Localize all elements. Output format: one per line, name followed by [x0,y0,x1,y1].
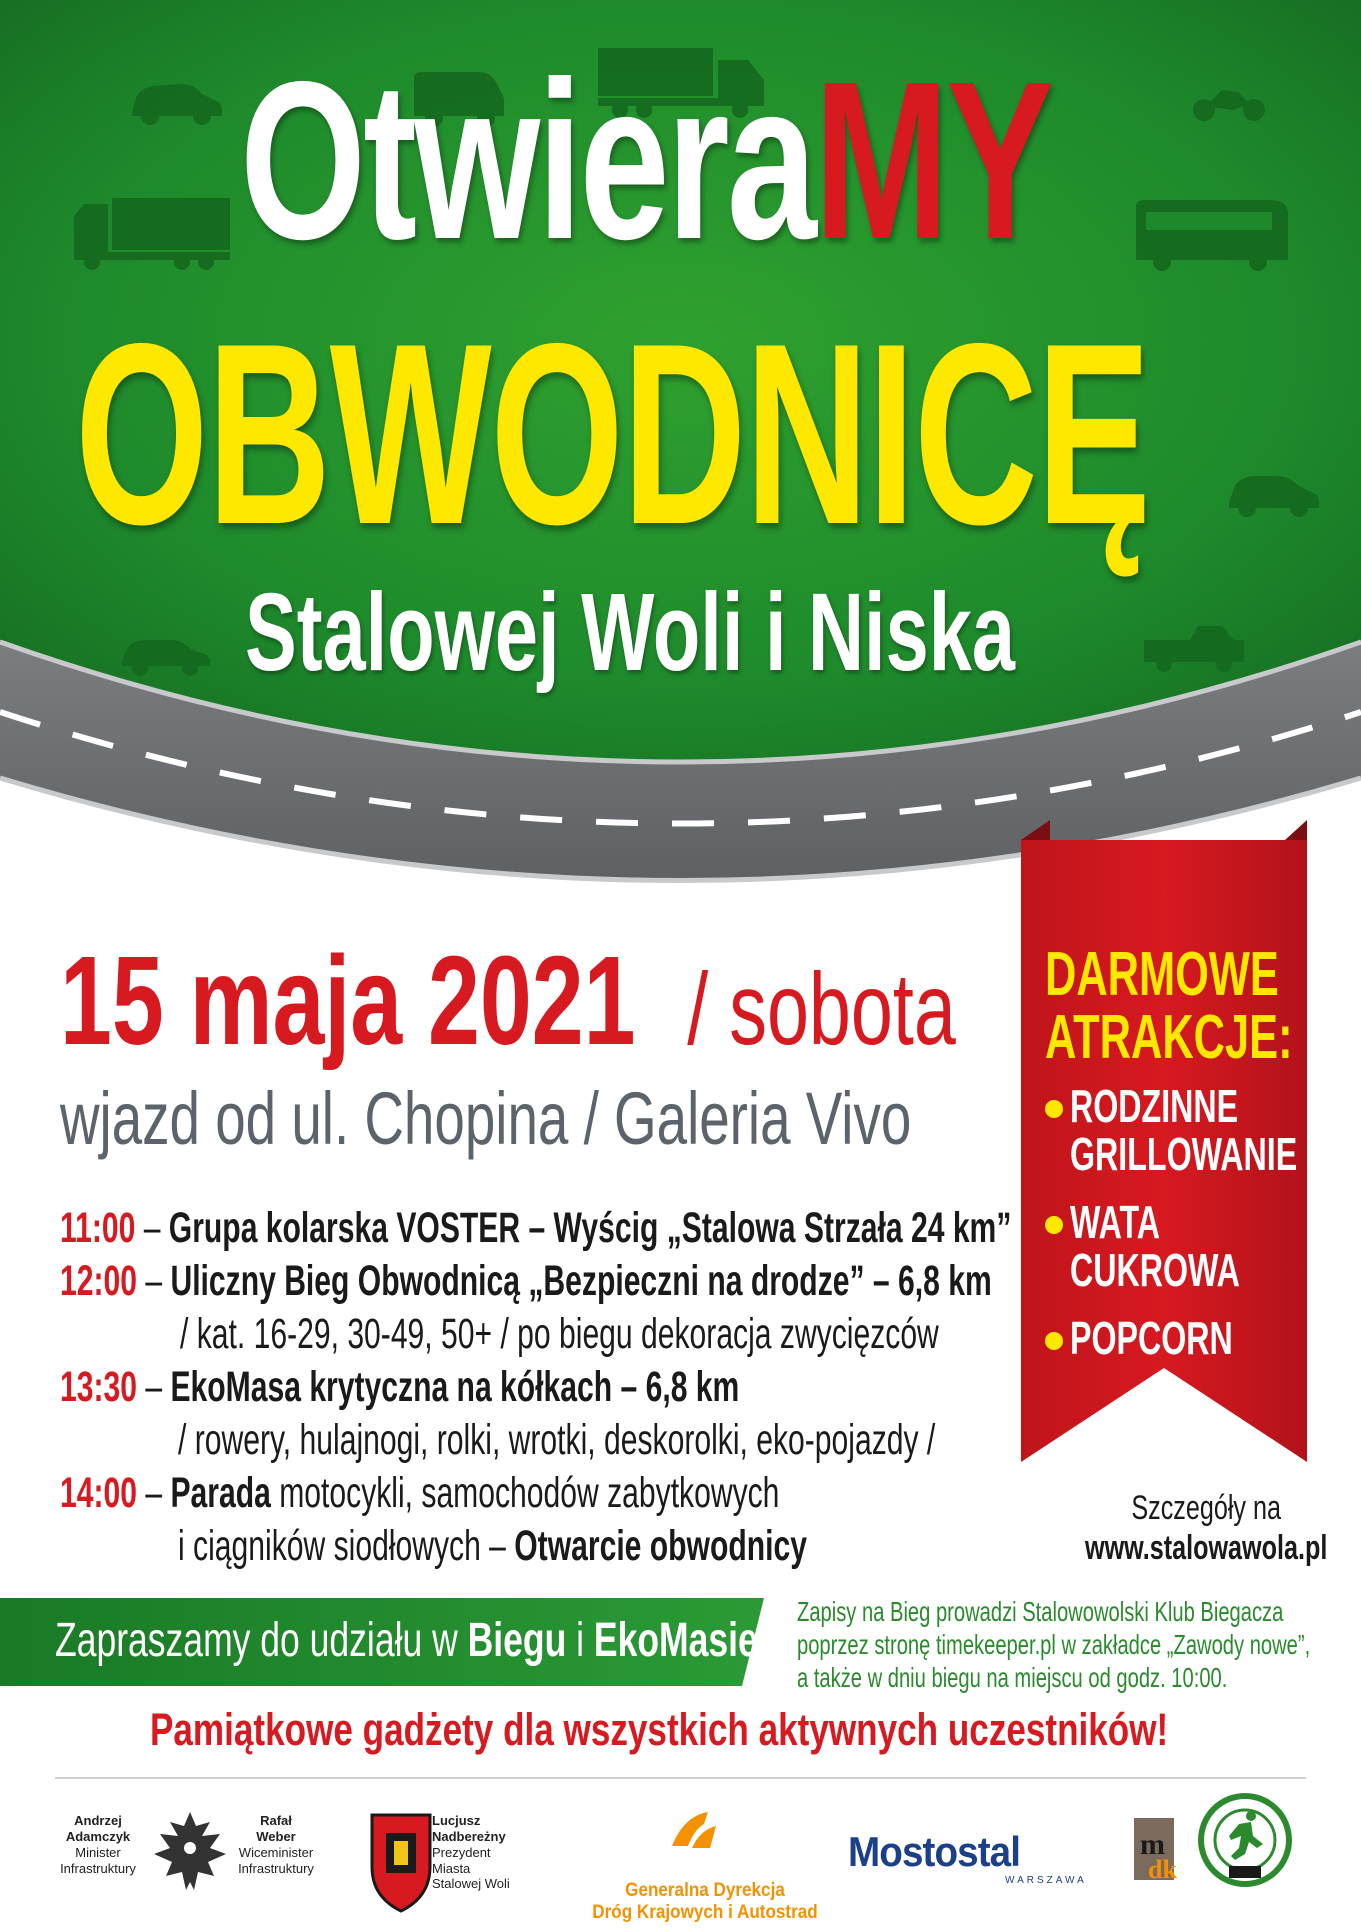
headline-otwiera: Otwiera [240,34,815,286]
schedule-row: 14:00 – Parada motocykli, samochodów zabytkowych [60,1469,780,1517]
gddkia-logo-icon [672,1812,716,1848]
bullet-icon [1045,1216,1063,1234]
schedule-title: Grupa kolarska VOSTER – Wyścig „Stalowa Strzała 24 km” [168,1204,1012,1252]
schedule-note: i ciągników siodłowych – Otwarcie obwodnicy [178,1522,807,1570]
skb-running-club-logo-icon [1201,1796,1289,1884]
signup-info: Zapisy na Bieg prowadzi Stalowowolski Klub Biegacza poprzez stronę timekeeper.pl w zakładce „Zawody nowe”, a także w dniu biegu na miejscu od godz. 10:00. [797,1596,1311,1694]
svg-text:dk: dk [1148,1855,1177,1884]
bullet-icon [1045,1332,1063,1350]
schedule-title: Uliczny Bieg Obwodnicą „Bezpieczni na drodze” – 6,8 km [170,1257,992,1305]
event-date-text: 15 maja 2021 [60,930,636,1071]
schedule-time: 11:00 [60,1204,136,1252]
truck-left-icon [74,198,230,270]
schedule-row: 12:00 – Uliczny Bieg Obwodnicą „Bezpieczni na drodze” – 6,8 km [60,1257,992,1305]
schedule-row: 13:30 – EkoMasa krytyczna na kółkach – 6,8 km [60,1363,740,1411]
gadgets-text: Pamiątkowe gadżety dla wszystkich aktywnych uczestników! [150,1704,1169,1755]
details-label: Szczegóły na [1131,1489,1281,1527]
opening-text: Otwarcie obwodnicy [514,1522,807,1570]
gddkia-logo-text: Generalna Dyrekcja Dróg Krajowych i Autostrad [592,1880,818,1923]
mostostal-logo: Mostostal [848,1828,1021,1875]
event-date [60,930,956,1071]
mdk-logo-icon [1134,1818,1177,1884]
headline-obwodnice: OBWODNICĘ [75,289,1150,578]
patron-adamczyk: Andrzej Adamczyk Minister Infrastruktury [60,1813,136,1876]
details-block [1085,1488,1327,1568]
schedule-note: / rowery, hulajnogi, rolki, wrotki, deskorolki, eko-pojazdy / [178,1416,936,1464]
headline-stalowej-woli-i-niska: Stalowej Woli i Niska [245,571,1015,694]
schedule-title: Parada [170,1469,271,1517]
attraction-item: RODZINNE GRILLOWANIE [1070,1080,1298,1180]
schedule-title: EkoMasa krytyczna na kółkach – 6,8 km [170,1363,740,1411]
stalowa-wola-crest-icon [372,1815,430,1911]
eagle-emblem-icon [154,1812,226,1890]
bullet-icon [1045,1100,1063,1118]
event-venue: wjazd od ul. Chopina / Galeria Vivo [60,1077,912,1160]
schedule-time: 13:30 [60,1363,137,1411]
schedule-note: / kat. 16-29, 30-49, 50+ / po biegu dekoracja zwycięzców [180,1310,939,1358]
event-day-of-week: / sobota [687,952,956,1066]
schedule-time: 12:00 [60,1257,137,1305]
headline-line-1 [240,34,1052,286]
patron-weber: Rafał Weber Wiceminister Infrastruktury [238,1813,314,1876]
invite-text: Zapraszamy do udziału w Biegu i EkoMasie [55,1614,758,1667]
attraction-item: WATA CUKROWA [1070,1196,1240,1296]
svg-text:m: m [1140,1828,1165,1861]
attraction-item: POPCORN [1070,1312,1233,1364]
patron-nadberezny: Lucjusz Nadbereżny Prezydent Miasta Stalowej Woli [432,1813,510,1892]
schedule-time: 14:00 [60,1469,137,1517]
headline-my: MY [814,34,1052,286]
details-url[interactable]: www.stalowawola.pl [1085,1529,1328,1568]
schedule-row: 11:00 – Grupa kolarska VOSTER – Wyścig „Stalowa Strzała 24 km” [60,1204,1012,1252]
mostostal-logo-sub: WARSZAWA [1005,1875,1087,1886]
attractions-title: DARMOWE ATRAKCJE: [1045,940,1293,1073]
